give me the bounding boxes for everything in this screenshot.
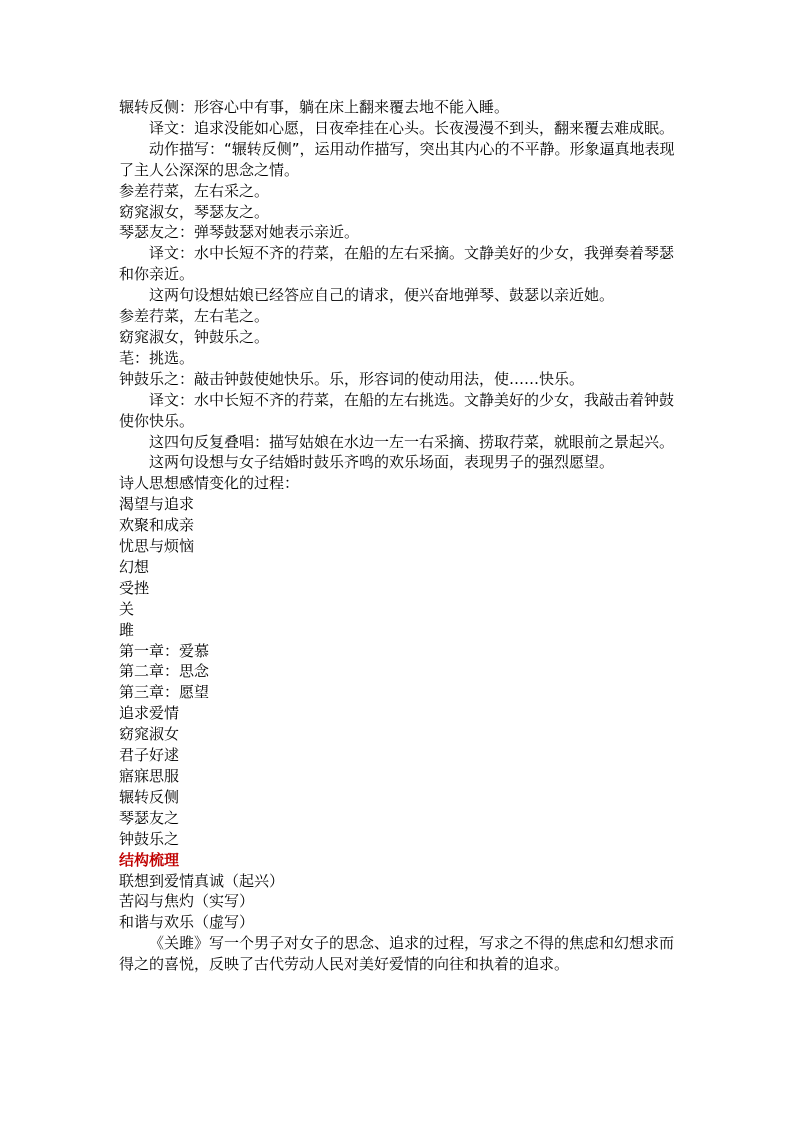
paragraph: 琴瑟友之 bbox=[119, 808, 180, 827]
paragraph: 钟鼓乐之：敲击钟鼓使她快乐。乐，形容词的使动用法，使……快乐。 bbox=[119, 369, 585, 388]
paragraph: 辗转反侧：形容心中有事，躺在床上翻来覆去地不能入睡。 bbox=[119, 98, 510, 116]
paragraph: 《关雎》写一个男子对女子的思念、追求的过程，写求之不得的焦虑和幻想求而得之的喜悦，反映了古代劳动人民对美好爱情的向往和执着的追求。 bbox=[119, 934, 675, 974]
paragraph: 诗人思想感情变化的过程： bbox=[119, 474, 300, 493]
paragraph: 渴望与追求 bbox=[119, 495, 195, 514]
paragraph: 追求爱情 bbox=[119, 704, 180, 723]
paragraph: 雎 bbox=[119, 620, 135, 639]
paragraph: 动作描写：“辗转反侧”，运用动作描写，突出其内心的不平静。形象逼真地表现了主人公深深的思念之情。 bbox=[119, 139, 675, 179]
paragraph: 窈窕淑女，钟鼓乐之。 bbox=[119, 327, 270, 346]
paragraph: 关 bbox=[119, 599, 135, 618]
paragraph: 苦闷与焦灼（实写） bbox=[119, 892, 255, 911]
section-heading: 结构梳理 bbox=[119, 850, 180, 869]
paragraph: 参差荇菜，左右芼之。 bbox=[119, 307, 270, 326]
paragraph: 这四句反复叠唱：描写姑娘在水边一左一右采摘、捞取荇菜，就眼前之景起兴。 bbox=[149, 432, 675, 451]
paragraph: 幻想 bbox=[119, 557, 150, 576]
paragraph: 第一章：爱慕 bbox=[119, 641, 210, 660]
paragraph: 参差荇菜，左右采之。 bbox=[119, 181, 270, 200]
paragraph: 忧思与烦恼 bbox=[119, 537, 195, 556]
paragraph: 这两句设想与女子结婚时鼓乐齐鸣的欢乐场面，表现男子的强烈愿望。 bbox=[149, 453, 615, 472]
paragraph: 和谐与欢乐（虚写） bbox=[119, 913, 255, 932]
paragraph: 辗转反侧 bbox=[119, 787, 180, 806]
paragraph: 第二章：思念 bbox=[119, 662, 210, 681]
paragraph: 第三章：愿望 bbox=[119, 683, 210, 702]
paragraph: 受挫 bbox=[119, 578, 150, 597]
paragraph: 琴瑟友之：弹琴鼓瑟对她表示亲近。 bbox=[119, 223, 360, 242]
paragraph: 芼：挑选。 bbox=[119, 348, 195, 367]
paragraph: 欢聚和成亲 bbox=[119, 516, 195, 535]
paragraph: 窈窕淑女 bbox=[119, 725, 180, 744]
paragraph: 联想到爱情真诚（起兴） bbox=[119, 871, 285, 890]
paragraph: 窈窕淑女，琴瑟友之。 bbox=[119, 202, 270, 221]
paragraph: 译文：水中长短不齐的荇菜，在船的左右挑选。文静美好的少女，我敲击着钟鼓使你快乐。 bbox=[119, 390, 675, 430]
document-page bbox=[119, 97, 679, 975]
paragraph: 钟鼓乐之 bbox=[119, 829, 180, 848]
paragraph: 译文：水中长短不齐的荇菜，在船的左右采摘。文静美好的少女，我弹奏着琴瑟和你亲近。 bbox=[119, 244, 675, 284]
paragraph: 寤寐思服 bbox=[119, 767, 180, 785]
paragraph: 译文：追求没能如心愿，日夜牵挂在心头。长夜漫漫不到头，翻来覆去难成眠。 bbox=[149, 118, 675, 137]
paragraph: 这两句设想姑娘已经答应自己的请求，便兴奋地弹琴、鼓瑟以亲近她。 bbox=[149, 286, 615, 305]
paragraph: 君子好逑 bbox=[119, 746, 180, 765]
